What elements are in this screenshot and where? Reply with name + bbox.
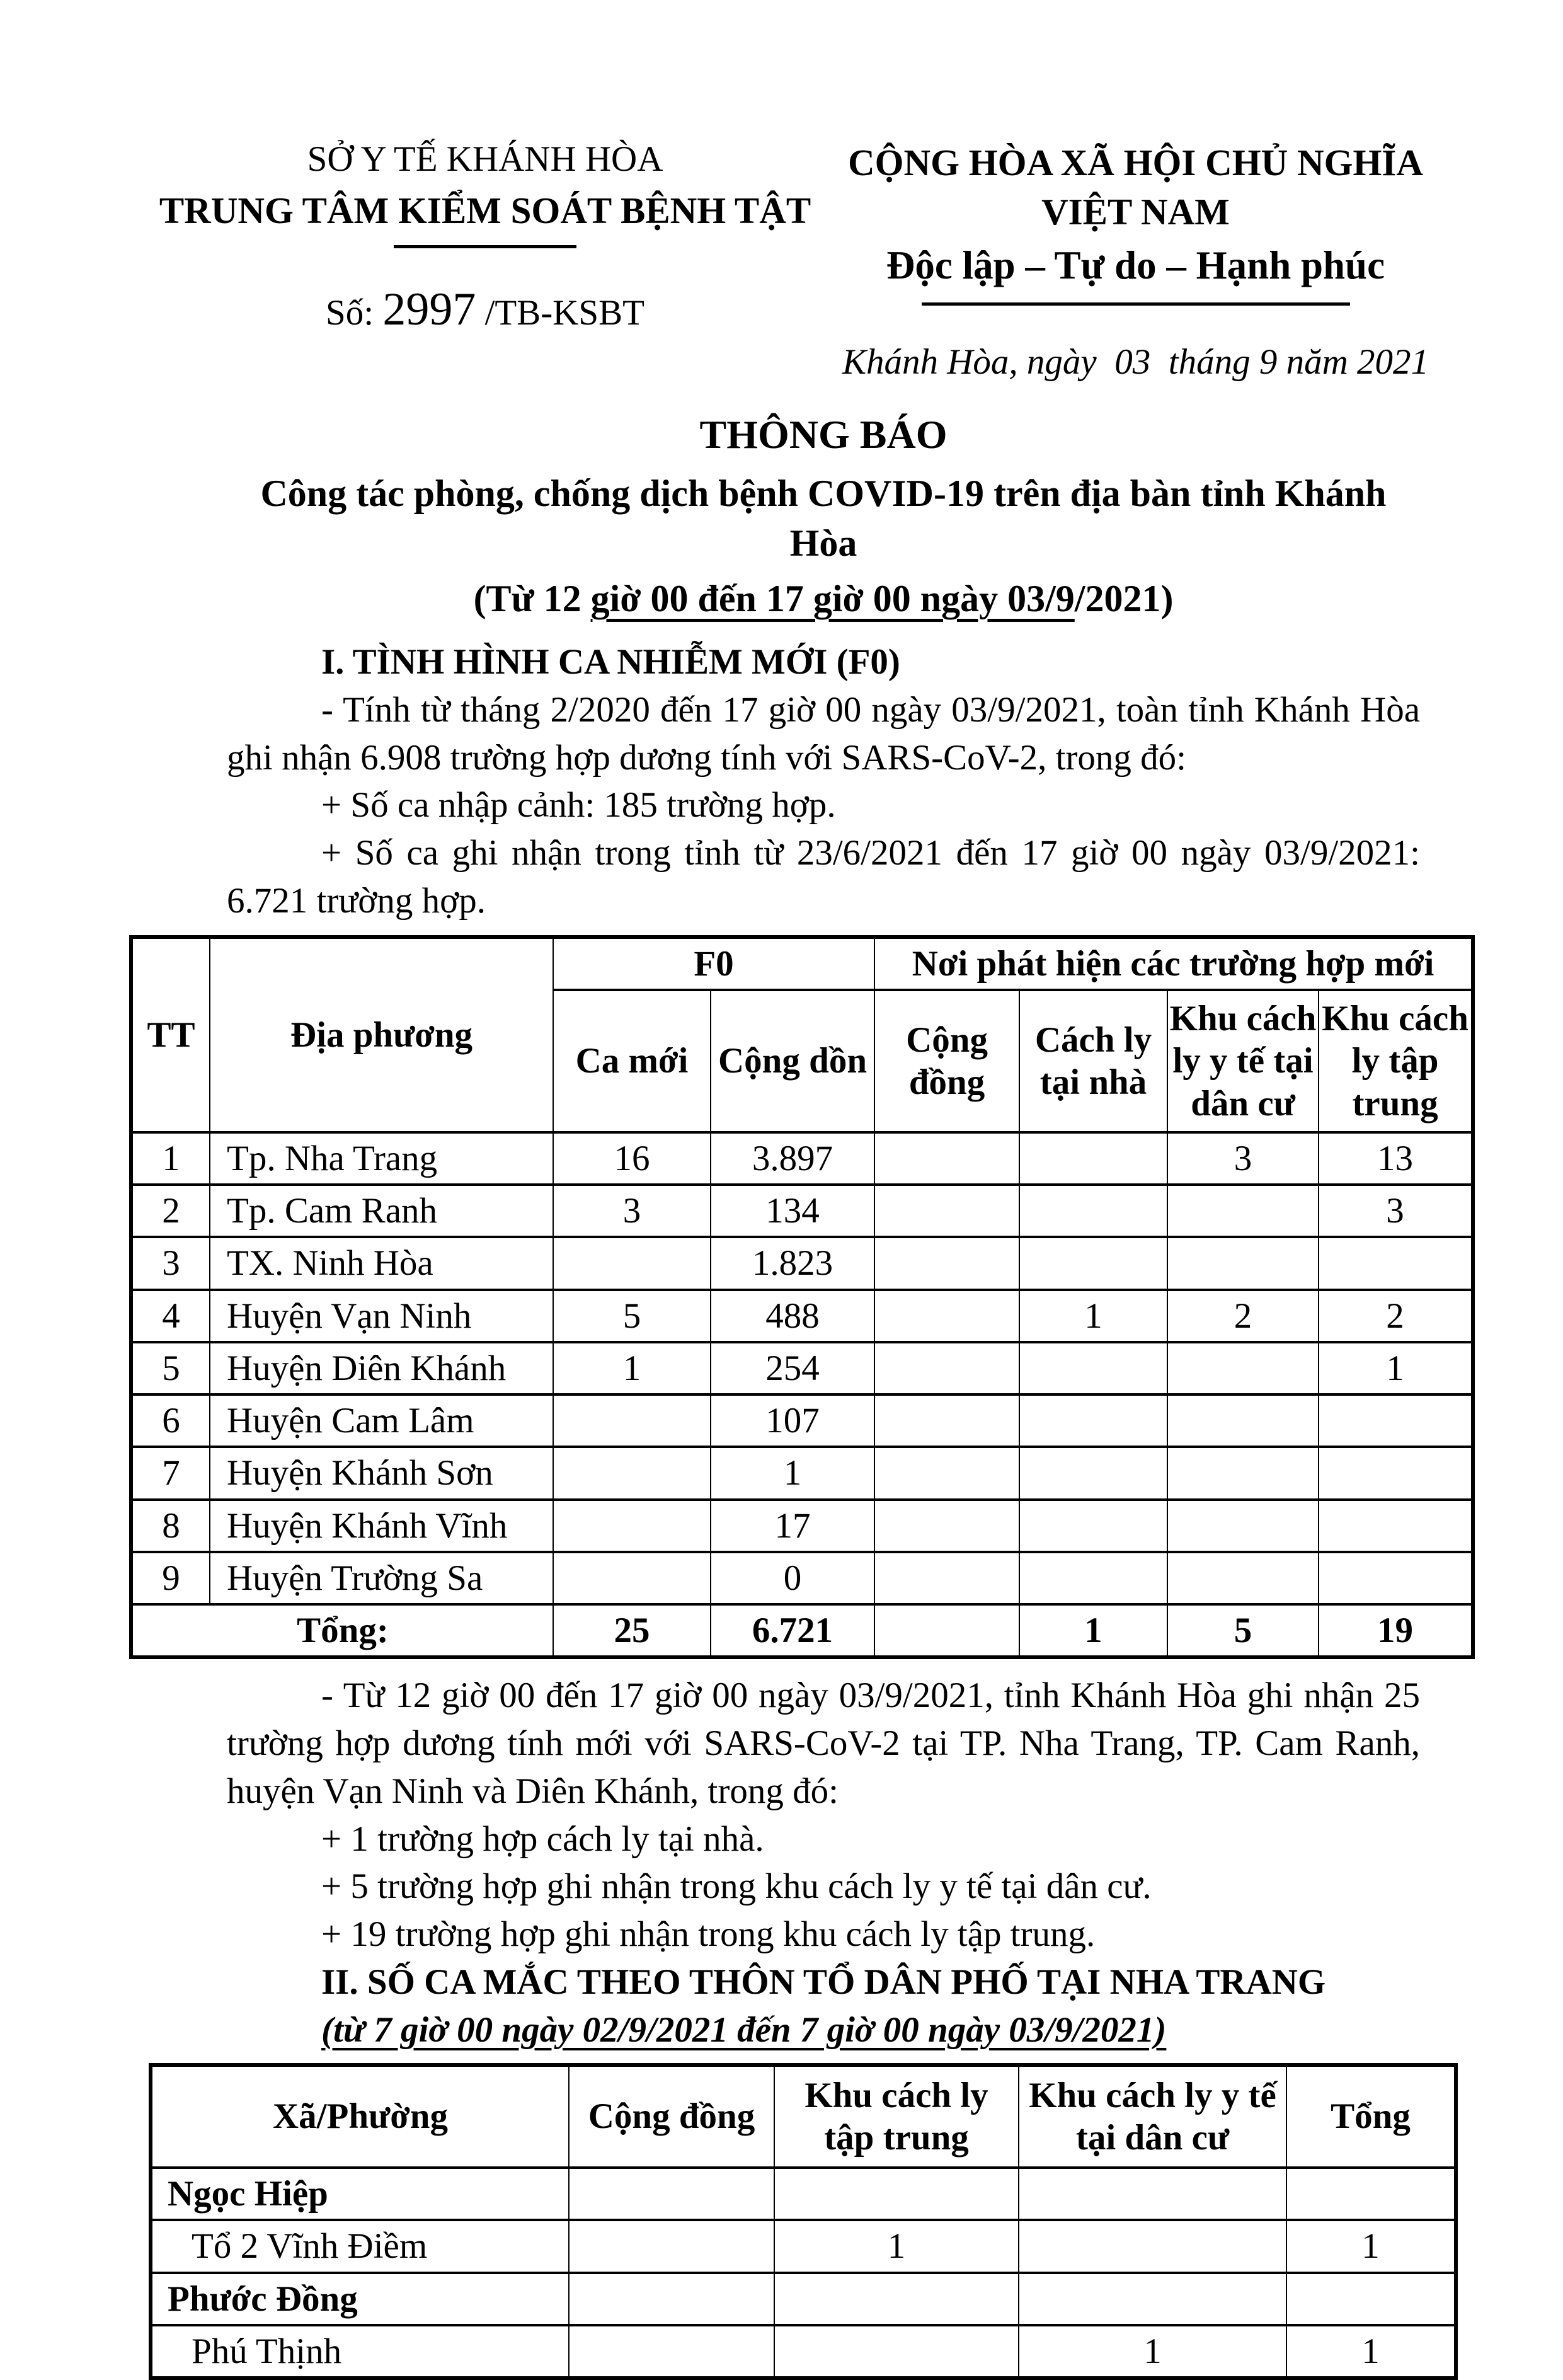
table-row	[131, 1290, 1473, 1342]
cell-tt: 9	[131, 1552, 210, 1604]
cell-concentrated-isolation	[774, 2168, 1019, 2220]
cell-tt: 3	[131, 1237, 210, 1289]
cell-cumulative: 1.823	[711, 1237, 874, 1289]
cell-home-isolation: 1	[1019, 1290, 1167, 1342]
cell-new-cases: 16	[553, 1132, 711, 1185]
cell-home-isolation	[1019, 1342, 1167, 1394]
cell-new-cases: 5	[553, 1290, 711, 1342]
table-row	[151, 2273, 1456, 2325]
cell-total: 1	[1286, 2220, 1456, 2272]
f0-cases-by-locality-table	[129, 935, 1475, 1660]
cell-community	[569, 2168, 774, 2220]
col-header-concentrated-isolation-2: Khu cách ly tập trung	[774, 2065, 1019, 2168]
cell-cumulative: 134	[711, 1185, 874, 1237]
cell-concentrated-isolation	[1319, 1447, 1473, 1499]
cell-locality: Huyện Khánh Vĩnh	[210, 1500, 553, 1552]
cell-tt: 7	[131, 1447, 210, 1499]
cell-home-isolation	[1019, 1132, 1167, 1185]
table-1-group-header-row	[131, 937, 1473, 990]
cell-community	[569, 2325, 774, 2378]
table-row	[151, 2168, 1456, 2220]
cell-medical-isolation	[1167, 1237, 1319, 1289]
table-2-header-row	[151, 2065, 1456, 2168]
motto-divider	[922, 302, 1350, 306]
section-2	[227, 1672, 1420, 2054]
total-label-cell: Tổng:	[131, 1604, 553, 1657]
col-header-total-2: Tổng	[1286, 2065, 1456, 2168]
doc-number-label: Số:	[326, 293, 374, 333]
col-header-medical-isolation-2: Khu cách ly y tế tại dân cư	[1019, 2065, 1286, 2168]
col-header-concentrated-isolation-area: Khu cách ly tập trung	[1319, 990, 1473, 1132]
doc-number-suffix: /TB-KSBT	[484, 293, 644, 333]
cell-ward: Ngọc Hiệp	[151, 2168, 569, 2220]
cell-concentrated-isolation: 1	[1319, 1342, 1473, 1394]
cell-community	[874, 1552, 1019, 1604]
cell-new-cases: 1	[553, 1342, 711, 1394]
cell-concentrated-isolation: 3	[1319, 1185, 1473, 1237]
cell-medical-isolation	[1019, 2168, 1286, 2220]
subtitle-period-underlined: giờ 00 đến 17 giờ 00 ngày 03/9	[590, 578, 1075, 620]
cell-locality: Tp. Nha Trang	[210, 1132, 553, 1185]
cell-community	[569, 2273, 774, 2325]
cell-medical-isolation	[1167, 1185, 1319, 1237]
cell-ward: Phước Đồng	[151, 2273, 569, 2325]
cell-locality: Huyện Trường Sa	[210, 1552, 553, 1604]
cell-concentrated-isolation	[774, 2273, 1019, 2325]
cell-tt: 1	[131, 1132, 210, 1185]
section-1-paragraph-2: + Số ca nhập cảnh: 185 trường hợp.	[321, 785, 836, 825]
section-2-heading: II. SỐ CA MẮC THEO THÔN TỔ DÂN PHỐ TẠI NHA TRANG	[321, 1962, 1326, 2003]
cell-cumulative: 254	[711, 1342, 874, 1394]
section-2-paragraph-3: + 5 trường hợp ghi nhận trong khu cách ly y tế tại dân cư.	[321, 1866, 1152, 1907]
cell-medical-isolation: 1	[1019, 2325, 1286, 2378]
cell-home-isolation	[1019, 1185, 1167, 1237]
cell-cumulative: 3.897	[711, 1132, 874, 1185]
table-1-body	[131, 1132, 1473, 1604]
cell-locality: Huyện Khánh Sơn	[210, 1447, 553, 1499]
doc-number: 2997	[382, 284, 476, 336]
cell-tt: 4	[131, 1290, 210, 1342]
agency-name: TRUNG TÂM KIỂM SOÁT BỆNH TẬT	[159, 189, 811, 231]
cell-medical-isolation: 3	[1167, 1132, 1319, 1185]
cell-medical-isolation	[1167, 1447, 1319, 1499]
cell-total: 1	[1286, 2325, 1456, 2378]
section-2-paragraph-2: + 1 trường hợp cách ly tại nhà.	[321, 1819, 764, 1859]
cell-concentrated-isolation	[774, 2325, 1019, 2378]
total-new-cases: 25	[553, 1604, 711, 1657]
cell-ward: Tổ 2 Vĩnh Điềm	[151, 2220, 569, 2272]
cell-community	[874, 1185, 1019, 1237]
cell-locality: Huyện Diên Khánh	[210, 1342, 553, 1394]
cell-medical-isolation	[1019, 2220, 1286, 2272]
cell-new-cases	[553, 1552, 711, 1604]
cell-community	[569, 2220, 774, 2272]
cell-tt: 6	[131, 1394, 210, 1447]
cell-medical-isolation	[1167, 1342, 1319, 1394]
table-row	[151, 2220, 1456, 2272]
cell-new-cases	[553, 1237, 711, 1289]
table-row	[131, 1342, 1473, 1394]
cell-community	[874, 1132, 1019, 1185]
section-1-paragraph-1: - Tính từ tháng 2/2020 đến 17 giờ 00 ngày 03/9/2021, toàn tỉnh Khánh Hòa ghi nhận 6.908 trường hợp dương tính với SARS-CoV-2, trong đó:	[227, 689, 1420, 778]
cell-medical-isolation	[1167, 1500, 1319, 1552]
subtitle-period-pre: (Từ 12	[473, 578, 591, 620]
table-2-header	[151, 2065, 1456, 2168]
cell-home-isolation	[1019, 1447, 1167, 1499]
col-header-cumulative: Cộng dồn	[711, 990, 874, 1132]
doc-title: THÔNG BÁO	[699, 411, 948, 457]
cell-home-isolation	[1019, 1500, 1167, 1552]
cell-new-cases: 3	[553, 1185, 711, 1237]
cell-concentrated-isolation	[1319, 1394, 1473, 1447]
national-motto-line-2: Độc lập – Tự do – Hạnh phúc	[886, 243, 1385, 287]
cell-community	[874, 1394, 1019, 1447]
cell-medical-isolation: 2	[1167, 1290, 1319, 1342]
cell-locality: TX. Ninh Hòa	[210, 1237, 553, 1289]
doc-subtitle-period	[227, 574, 1420, 624]
col-header-new-cases: Ca mới	[553, 990, 711, 1132]
cell-medical-isolation	[1167, 1394, 1319, 1447]
cell-total	[1286, 2273, 1456, 2325]
table-row	[131, 1394, 1473, 1447]
total-cumulative: 6.721	[711, 1604, 874, 1657]
total-concentrated-isolation: 19	[1319, 1604, 1473, 1657]
table-row	[131, 1132, 1473, 1185]
col-header-ward: Xã/Phường	[151, 2065, 569, 2168]
cell-locality: Huyện Vạn Ninh	[210, 1290, 553, 1342]
cell-cumulative: 17	[711, 1500, 874, 1552]
cell-community	[874, 1290, 1019, 1342]
cases-by-ward-table	[149, 2063, 1458, 2380]
cell-ward: Phú Thịnh	[151, 2325, 569, 2378]
section-2-paragraph-1: - Từ 12 giờ 00 đến 17 giờ 00 ngày 03/9/2021, tỉnh Khánh Hòa ghi nhận 25 trường hợp dương tính mới với SARS-CoV-2 tại TP. Nha Trang, TP. Cam Ranh, huyện Vạn Ninh và Diên Khánh, trong đó:	[227, 1676, 1420, 1811]
cell-cumulative: 488	[711, 1290, 874, 1342]
agency-parent-name: SỞ Y TẾ KHÁNH HÒA	[307, 139, 663, 179]
cell-home-isolation	[1019, 1394, 1167, 1447]
table-1-header	[131, 937, 1473, 1132]
cell-cumulative: 1	[711, 1447, 874, 1499]
total-medical-isolation: 5	[1167, 1604, 1319, 1657]
cell-concentrated-isolation	[1319, 1237, 1473, 1289]
subtitle-period-post: /2021)	[1074, 578, 1174, 620]
table-row	[131, 1552, 1473, 1604]
col-header-community: Cộng đồng	[874, 990, 1019, 1132]
cell-concentrated-isolation	[1319, 1500, 1473, 1552]
cell-community	[874, 1447, 1019, 1499]
col-header-tt: TT	[131, 937, 210, 1132]
doc-subtitle: Công tác phòng, chống dịch bệnh COVID-19 trên địa bàn tỉnh Khánh Hòa	[260, 472, 1387, 565]
col-header-community-2: Cộng đồng	[569, 2065, 774, 2168]
section-2-subheading: (từ 7 giờ 00 ngày 02/9/2021 đến 7 giờ 00 ngày 03/9/2021)	[321, 2009, 1167, 2050]
table-row	[131, 1237, 1473, 1289]
section-1-heading: I. TÌNH HÌNH CA NHIỄM MỚI (F0)	[321, 642, 900, 682]
cell-community	[874, 1342, 1019, 1394]
cell-community	[874, 1500, 1019, 1552]
cell-locality: Huyện Cam Lâm	[210, 1394, 553, 1447]
issuing-agency-block	[145, 135, 825, 386]
group-header-f0: F0	[553, 937, 874, 990]
cell-tt: 2	[131, 1185, 210, 1237]
cell-locality: Tp. Cam Ranh	[210, 1185, 553, 1237]
cell-cumulative: 107	[711, 1394, 874, 1447]
table-1-total	[131, 1604, 1473, 1657]
total-community	[874, 1604, 1019, 1657]
document-header	[0, 0, 1563, 386]
cell-tt: 5	[131, 1342, 210, 1394]
national-header-block	[825, 135, 1446, 386]
table-row	[131, 1447, 1473, 1499]
cell-concentrated-isolation: 13	[1319, 1132, 1473, 1185]
table-2-body	[151, 2168, 1456, 2378]
cell-cumulative: 0	[711, 1552, 874, 1604]
cell-tt: 8	[131, 1500, 210, 1552]
cell-concentrated-isolation: 2	[1319, 1290, 1473, 1342]
cell-community	[874, 1237, 1019, 1289]
cell-new-cases	[553, 1500, 711, 1552]
table-row	[131, 1500, 1473, 1552]
table-row	[131, 1185, 1473, 1237]
title-block	[227, 408, 1420, 625]
section-2-paragraph-4: + 19 trường hợp ghi nhận trong khu cách ly tập trung.	[321, 1914, 1096, 1955]
col-header-home-isolation: Cách ly tại nhà	[1019, 990, 1167, 1132]
cell-concentrated-isolation	[1319, 1552, 1473, 1604]
place-date-line: Khánh Hòa, ngày 03 tháng 9 năm 2021	[842, 342, 1429, 382]
cell-concentrated-isolation: 1	[774, 2220, 1019, 2272]
group-header-detection-place: Nơi phát hiện các trường hợp mới	[874, 937, 1473, 990]
col-header-locality: Địa phương	[210, 937, 553, 1132]
cell-home-isolation	[1019, 1237, 1167, 1289]
cell-total	[1286, 2168, 1456, 2220]
doc-number-line	[145, 279, 825, 340]
table-row	[151, 2325, 1456, 2378]
agency-divider	[394, 245, 576, 248]
cell-medical-isolation	[1019, 2273, 1286, 2325]
total-home-isolation: 1	[1019, 1604, 1167, 1657]
national-motto-line-1: CỘNG HÒA XÃ HỘI CHỦ NGHĨA VIỆT NAM	[848, 142, 1423, 233]
section-1	[227, 638, 1420, 925]
col-header-medical-isolation-area: Khu cách ly y tế tại dân cư	[1167, 990, 1319, 1132]
cell-new-cases	[553, 1447, 711, 1499]
section-1-paragraph-3: + Số ca ghi nhận trong tỉnh từ 23/6/2021 đến 17 giờ 00 ngày 03/9/2021: 6.721 trường hợp.	[227, 833, 1420, 921]
cell-home-isolation	[1019, 1552, 1167, 1604]
table-1-total-row	[131, 1604, 1473, 1657]
cell-medical-isolation	[1167, 1552, 1319, 1604]
cell-new-cases	[553, 1394, 711, 1447]
